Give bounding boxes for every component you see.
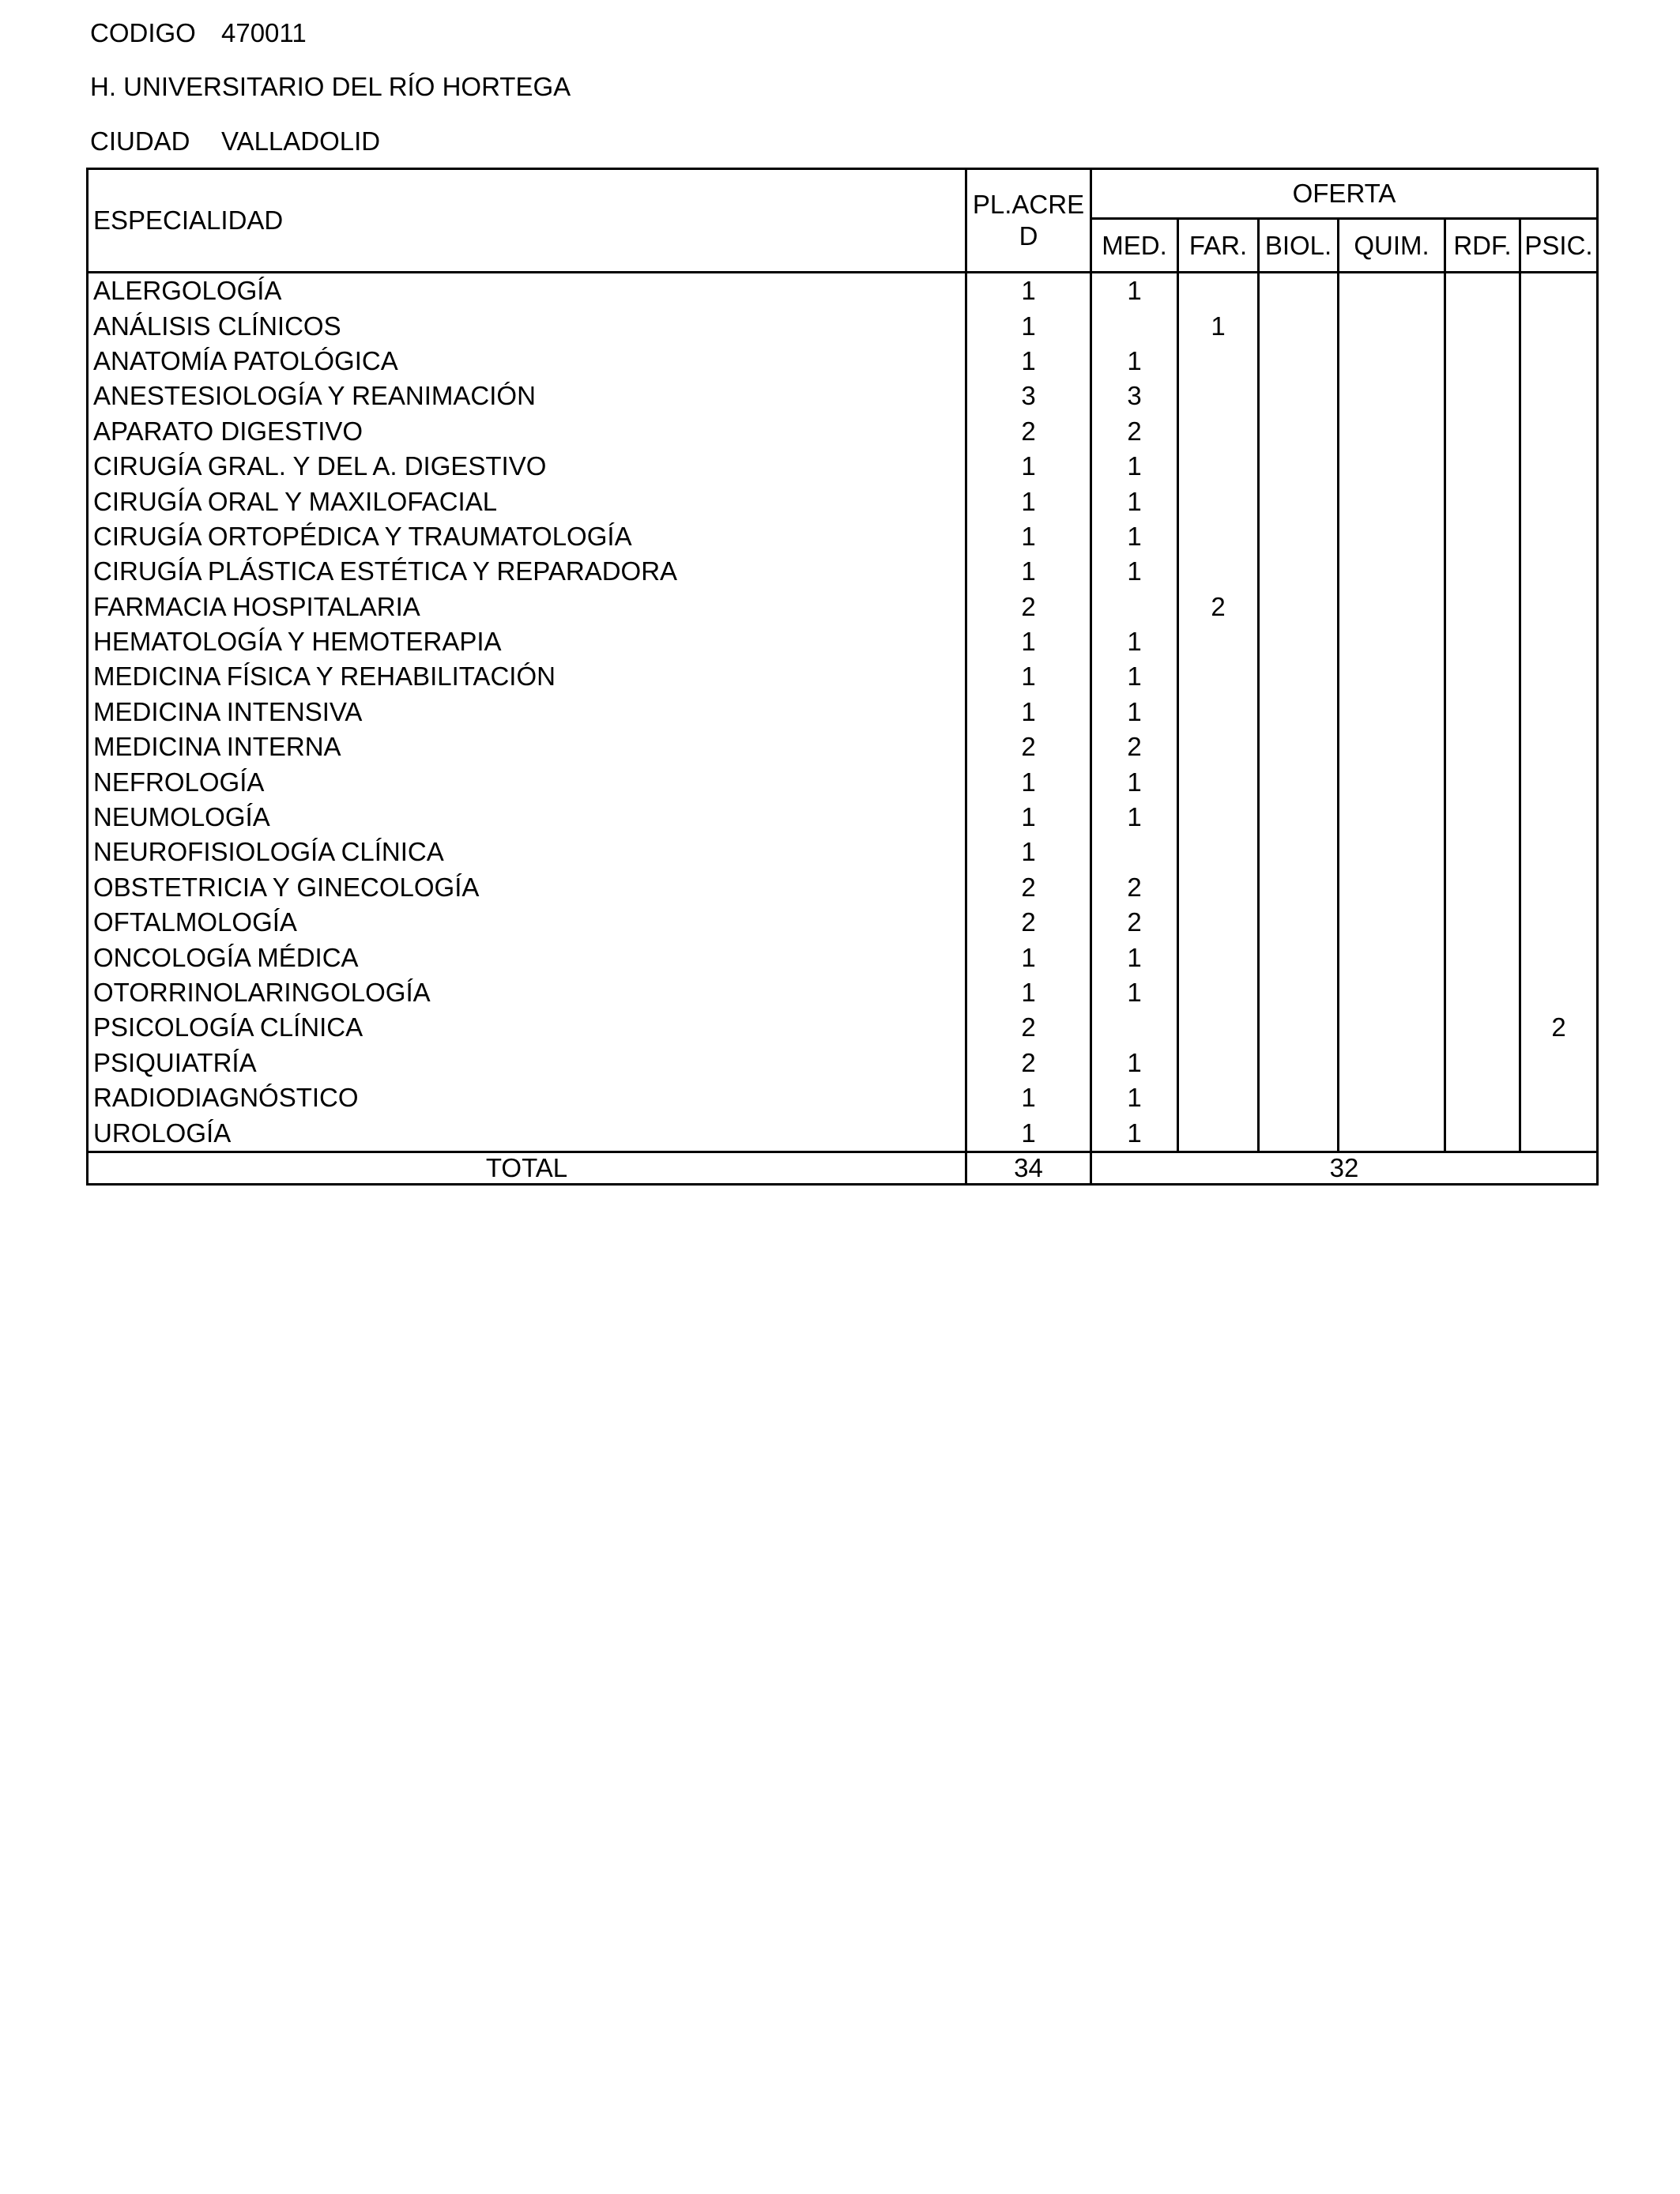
especialidad-cell: ALERGOLOGÍA bbox=[88, 273, 966, 309]
col-placred-line2: D bbox=[1019, 221, 1038, 251]
rdf-cell bbox=[1445, 764, 1520, 799]
especialidad-cell: NEFROLOGÍA bbox=[88, 764, 966, 799]
psic-cell bbox=[1520, 975, 1598, 1010]
biol-cell bbox=[1259, 940, 1339, 974]
far-cell bbox=[1178, 484, 1259, 518]
placred-cell: 2 bbox=[966, 1046, 1091, 1080]
far-cell bbox=[1178, 870, 1259, 905]
especialidad-cell: ANESTESIOLOGÍA Y REANIMACIÓN bbox=[88, 379, 966, 413]
table-row bbox=[88, 590, 1598, 624]
quim-cell bbox=[1339, 764, 1445, 799]
rdf-cell bbox=[1445, 940, 1520, 974]
psic-cell bbox=[1520, 590, 1598, 624]
especialidad-cell: ANÁLISIS CLÍNICOS bbox=[88, 308, 966, 343]
table-row bbox=[88, 624, 1598, 659]
biol-cell bbox=[1259, 519, 1339, 554]
rdf-cell bbox=[1445, 308, 1520, 343]
quim-cell bbox=[1339, 1115, 1445, 1152]
table-row bbox=[88, 975, 1598, 1010]
rdf-cell bbox=[1445, 975, 1520, 1010]
table-row bbox=[88, 414, 1598, 449]
biol-cell bbox=[1259, 800, 1339, 835]
codigo-value: 470011 bbox=[221, 18, 307, 47]
especialidad-cell: MEDICINA FÍSICA Y REHABILITACIÓN bbox=[88, 659, 966, 694]
psic-cell bbox=[1520, 344, 1598, 379]
hospital-name: H. UNIVERSITARIO DEL RÍO HORTEGA bbox=[90, 72, 571, 101]
rdf-cell bbox=[1445, 519, 1520, 554]
placred-cell: 1 bbox=[966, 308, 1091, 343]
codigo-label: CODIGO bbox=[90, 18, 196, 47]
far-cell bbox=[1178, 764, 1259, 799]
especialidad-cell: NEUMOLOGÍA bbox=[88, 800, 966, 835]
especialidad-cell: OFTALMOLOGÍA bbox=[88, 905, 966, 940]
quim-cell bbox=[1339, 659, 1445, 694]
far-cell bbox=[1178, 1010, 1259, 1045]
far-cell bbox=[1178, 414, 1259, 449]
psic-cell bbox=[1520, 414, 1598, 449]
quim-cell bbox=[1339, 729, 1445, 764]
far-cell bbox=[1178, 729, 1259, 764]
med-cell: 1 bbox=[1091, 344, 1178, 379]
far-cell bbox=[1178, 379, 1259, 413]
rdf-cell bbox=[1445, 905, 1520, 940]
med-cell bbox=[1091, 1010, 1178, 1045]
placred-cell: 1 bbox=[966, 1080, 1091, 1115]
quim-cell bbox=[1339, 449, 1445, 484]
psic-cell bbox=[1520, 519, 1598, 554]
psic-cell bbox=[1520, 695, 1598, 729]
col-med-header: MED. bbox=[1091, 219, 1178, 273]
table-row bbox=[88, 1010, 1598, 1045]
table-row bbox=[88, 344, 1598, 379]
especialidad-cell: APARATO DIGESTIVO bbox=[88, 414, 966, 449]
far-cell bbox=[1178, 800, 1259, 835]
placred-cell: 2 bbox=[966, 729, 1091, 764]
quim-cell bbox=[1339, 1046, 1445, 1080]
rdf-cell bbox=[1445, 1115, 1520, 1152]
med-cell: 1 bbox=[1091, 273, 1178, 309]
biol-cell bbox=[1259, 484, 1339, 518]
table-row bbox=[88, 1046, 1598, 1080]
table-row bbox=[88, 379, 1598, 413]
biol-cell bbox=[1259, 764, 1339, 799]
med-cell: 2 bbox=[1091, 870, 1178, 905]
quim-cell bbox=[1339, 344, 1445, 379]
col-especialidad-header: ESPECIALIDAD bbox=[88, 169, 966, 273]
placred-cell: 1 bbox=[966, 940, 1091, 974]
biol-cell bbox=[1259, 308, 1339, 343]
col-psic-header: PSIC. bbox=[1520, 219, 1598, 273]
col-placred-header bbox=[966, 169, 1091, 273]
med-cell: 1 bbox=[1091, 1080, 1178, 1115]
med-cell: 1 bbox=[1091, 800, 1178, 835]
codigo-row bbox=[90, 17, 307, 49]
quim-cell bbox=[1339, 1010, 1445, 1045]
ciudad-value: VALLADOLID bbox=[221, 126, 381, 156]
table-row bbox=[88, 800, 1598, 835]
table-row bbox=[88, 764, 1598, 799]
biol-cell bbox=[1259, 590, 1339, 624]
table-row bbox=[88, 484, 1598, 518]
especialidad-cell: PSICOLOGÍA CLÍNICA bbox=[88, 1010, 966, 1045]
table-row bbox=[88, 695, 1598, 729]
table-row bbox=[88, 308, 1598, 343]
far-cell bbox=[1178, 1080, 1259, 1115]
col-oferta-header: OFERTA bbox=[1091, 169, 1598, 219]
far-cell bbox=[1178, 1115, 1259, 1152]
table-row bbox=[88, 1115, 1598, 1152]
rdf-cell bbox=[1445, 624, 1520, 659]
med-cell: 2 bbox=[1091, 905, 1178, 940]
placred-cell: 2 bbox=[966, 414, 1091, 449]
quim-cell bbox=[1339, 308, 1445, 343]
med-cell: 1 bbox=[1091, 1115, 1178, 1152]
rdf-cell bbox=[1445, 870, 1520, 905]
header-row-1 bbox=[88, 169, 1598, 219]
med-cell bbox=[1091, 308, 1178, 343]
psic-cell bbox=[1520, 905, 1598, 940]
quim-cell bbox=[1339, 554, 1445, 589]
quim-cell bbox=[1339, 624, 1445, 659]
far-cell bbox=[1178, 344, 1259, 379]
table-row bbox=[88, 905, 1598, 940]
far-cell: 1 bbox=[1178, 308, 1259, 343]
far-cell bbox=[1178, 273, 1259, 309]
placred-cell: 1 bbox=[966, 344, 1091, 379]
far-cell bbox=[1178, 624, 1259, 659]
biol-cell bbox=[1259, 624, 1339, 659]
ciudad-label: CIUDAD bbox=[90, 126, 190, 156]
placred-cell: 1 bbox=[966, 695, 1091, 729]
med-cell: 1 bbox=[1091, 484, 1178, 518]
placred-cell: 1 bbox=[966, 554, 1091, 589]
col-far-header: FAR. bbox=[1178, 219, 1259, 273]
far-cell bbox=[1178, 695, 1259, 729]
rdf-cell bbox=[1445, 414, 1520, 449]
far-cell bbox=[1178, 835, 1259, 869]
especialidad-cell: PSIQUIATRÍA bbox=[88, 1046, 966, 1080]
psic-cell bbox=[1520, 379, 1598, 413]
psic-cell bbox=[1520, 1080, 1598, 1115]
ciudad-row bbox=[90, 126, 381, 157]
med-cell: 1 bbox=[1091, 1046, 1178, 1080]
far-cell bbox=[1178, 1046, 1259, 1080]
placred-cell: 2 bbox=[966, 905, 1091, 940]
placred-cell: 2 bbox=[966, 1010, 1091, 1045]
table-row bbox=[88, 940, 1598, 974]
table-row bbox=[88, 835, 1598, 869]
placred-cell: 1 bbox=[966, 835, 1091, 869]
col-biol-header: BIOL. bbox=[1259, 219, 1339, 273]
psic-cell bbox=[1520, 1115, 1598, 1152]
psic-cell bbox=[1520, 764, 1598, 799]
med-cell: 1 bbox=[1091, 695, 1178, 729]
table-row bbox=[88, 519, 1598, 554]
far-cell bbox=[1178, 975, 1259, 1010]
biol-cell bbox=[1259, 1046, 1339, 1080]
table-row bbox=[88, 273, 1598, 309]
especialidad-cell: OTORRINOLARINGOLOGÍA bbox=[88, 975, 966, 1010]
rdf-cell bbox=[1445, 273, 1520, 309]
biol-cell bbox=[1259, 273, 1339, 309]
rdf-cell bbox=[1445, 554, 1520, 589]
psic-cell bbox=[1520, 659, 1598, 694]
rdf-cell bbox=[1445, 1046, 1520, 1080]
quim-cell bbox=[1339, 273, 1445, 309]
biol-cell bbox=[1259, 449, 1339, 484]
quim-cell bbox=[1339, 590, 1445, 624]
rdf-cell bbox=[1445, 729, 1520, 764]
psic-cell bbox=[1520, 554, 1598, 589]
far-cell: 2 bbox=[1178, 590, 1259, 624]
psic-cell bbox=[1520, 484, 1598, 518]
especialidad-cell: OBSTETRICIA Y GINECOLOGÍA bbox=[88, 870, 966, 905]
biol-cell bbox=[1259, 1115, 1339, 1152]
biol-cell bbox=[1259, 554, 1339, 589]
biol-cell bbox=[1259, 1010, 1339, 1045]
especialidad-cell: MEDICINA INTENSIVA bbox=[88, 695, 966, 729]
biol-cell bbox=[1259, 379, 1339, 413]
especialidad-cell: ONCOLOGÍA MÉDICA bbox=[88, 940, 966, 974]
rdf-cell bbox=[1445, 1080, 1520, 1115]
total-row bbox=[88, 1152, 1598, 1184]
col-rdf-header: RDF. bbox=[1445, 219, 1520, 273]
rdf-cell bbox=[1445, 379, 1520, 413]
far-cell bbox=[1178, 554, 1259, 589]
placred-cell: 1 bbox=[966, 449, 1091, 484]
med-cell: 1 bbox=[1091, 975, 1178, 1010]
quim-cell bbox=[1339, 835, 1445, 869]
rdf-cell bbox=[1445, 800, 1520, 835]
quim-cell bbox=[1339, 975, 1445, 1010]
placred-cell: 1 bbox=[966, 659, 1091, 694]
biol-cell bbox=[1259, 975, 1339, 1010]
quim-cell bbox=[1339, 414, 1445, 449]
placred-cell: 1 bbox=[966, 484, 1091, 518]
rdf-cell bbox=[1445, 695, 1520, 729]
far-cell bbox=[1178, 659, 1259, 694]
med-cell: 1 bbox=[1091, 554, 1178, 589]
biol-cell bbox=[1259, 344, 1339, 379]
especialidad-cell: HEMATOLOGÍA Y HEMOTERAPIA bbox=[88, 624, 966, 659]
biol-cell bbox=[1259, 729, 1339, 764]
med-cell: 1 bbox=[1091, 940, 1178, 974]
med-cell: 1 bbox=[1091, 519, 1178, 554]
especialidad-cell: CIRUGÍA GRAL. Y DEL A. DIGESTIVO bbox=[88, 449, 966, 484]
biol-cell bbox=[1259, 1080, 1339, 1115]
psic-cell bbox=[1520, 449, 1598, 484]
total-label: TOTAL bbox=[88, 1152, 966, 1184]
med-cell bbox=[1091, 835, 1178, 869]
table-row bbox=[88, 449, 1598, 484]
placred-cell: 2 bbox=[966, 870, 1091, 905]
psic-cell bbox=[1520, 835, 1598, 869]
psic-cell bbox=[1520, 729, 1598, 764]
quim-cell bbox=[1339, 1080, 1445, 1115]
med-cell: 1 bbox=[1091, 764, 1178, 799]
table-row bbox=[88, 1080, 1598, 1115]
med-cell: 2 bbox=[1091, 414, 1178, 449]
quim-cell bbox=[1339, 905, 1445, 940]
especialidad-cell: CIRUGÍA ORTOPÉDICA Y TRAUMATOLOGÍA bbox=[88, 519, 966, 554]
med-cell: 1 bbox=[1091, 449, 1178, 484]
table-row bbox=[88, 554, 1598, 589]
quim-cell bbox=[1339, 800, 1445, 835]
quim-cell bbox=[1339, 484, 1445, 518]
psic-cell bbox=[1520, 308, 1598, 343]
med-cell: 3 bbox=[1091, 379, 1178, 413]
placred-cell: 1 bbox=[966, 764, 1091, 799]
placred-cell: 1 bbox=[966, 800, 1091, 835]
psic-cell bbox=[1520, 940, 1598, 974]
especialidad-cell: UROLOGÍA bbox=[88, 1115, 966, 1152]
rdf-cell bbox=[1445, 484, 1520, 518]
far-cell bbox=[1178, 449, 1259, 484]
especialidad-cell: NEUROFISIOLOGÍA CLÍNICA bbox=[88, 835, 966, 869]
med-cell: 1 bbox=[1091, 624, 1178, 659]
biol-cell bbox=[1259, 835, 1339, 869]
table-row bbox=[88, 659, 1598, 694]
placred-cell: 1 bbox=[966, 1115, 1091, 1152]
especialidad-cell: RADIODIAGNÓSTICO bbox=[88, 1080, 966, 1115]
especialidades-table bbox=[86, 168, 1599, 1186]
psic-cell bbox=[1520, 624, 1598, 659]
rdf-cell bbox=[1445, 449, 1520, 484]
placred-cell: 1 bbox=[966, 975, 1091, 1010]
psic-cell bbox=[1520, 273, 1598, 309]
table-row bbox=[88, 729, 1598, 764]
far-cell bbox=[1178, 519, 1259, 554]
especialidad-cell: CIRUGÍA ORAL Y MAXILOFACIAL bbox=[88, 484, 966, 518]
rdf-cell bbox=[1445, 835, 1520, 869]
far-cell bbox=[1178, 940, 1259, 974]
especialidad-cell: MEDICINA INTERNA bbox=[88, 729, 966, 764]
med-cell: 2 bbox=[1091, 729, 1178, 764]
quim-cell bbox=[1339, 870, 1445, 905]
especialidad-cell: CIRUGÍA PLÁSTICA ESTÉTICA Y REPARADORA bbox=[88, 554, 966, 589]
psic-cell bbox=[1520, 870, 1598, 905]
med-cell bbox=[1091, 590, 1178, 624]
quim-cell bbox=[1339, 379, 1445, 413]
med-cell: 1 bbox=[1091, 659, 1178, 694]
placred-cell: 2 bbox=[966, 590, 1091, 624]
rdf-cell bbox=[1445, 590, 1520, 624]
biol-cell bbox=[1259, 414, 1339, 449]
far-cell bbox=[1178, 905, 1259, 940]
psic-cell bbox=[1520, 800, 1598, 835]
psic-cell bbox=[1520, 1046, 1598, 1080]
rdf-cell bbox=[1445, 1010, 1520, 1045]
especialidad-cell: ANATOMÍA PATOLÓGICA bbox=[88, 344, 966, 379]
quim-cell bbox=[1339, 695, 1445, 729]
quim-cell bbox=[1339, 519, 1445, 554]
biol-cell bbox=[1259, 659, 1339, 694]
col-quim-header: QUIM. bbox=[1339, 219, 1445, 273]
biol-cell bbox=[1259, 870, 1339, 905]
col-placred-line1: PL.ACRE bbox=[972, 190, 1085, 219]
total-oferta: 32 bbox=[1091, 1152, 1598, 1184]
placred-cell: 1 bbox=[966, 624, 1091, 659]
placred-cell: 1 bbox=[966, 519, 1091, 554]
especialidad-cell: FARMACIA HOSPITALARIA bbox=[88, 590, 966, 624]
quim-cell bbox=[1339, 940, 1445, 974]
placred-cell: 1 bbox=[966, 273, 1091, 309]
total-placred: 34 bbox=[966, 1152, 1091, 1184]
placred-cell: 3 bbox=[966, 379, 1091, 413]
rdf-cell bbox=[1445, 344, 1520, 379]
rdf-cell bbox=[1445, 659, 1520, 694]
psic-cell: 2 bbox=[1520, 1010, 1598, 1045]
biol-cell bbox=[1259, 695, 1339, 729]
table-row bbox=[88, 870, 1598, 905]
biol-cell bbox=[1259, 905, 1339, 940]
